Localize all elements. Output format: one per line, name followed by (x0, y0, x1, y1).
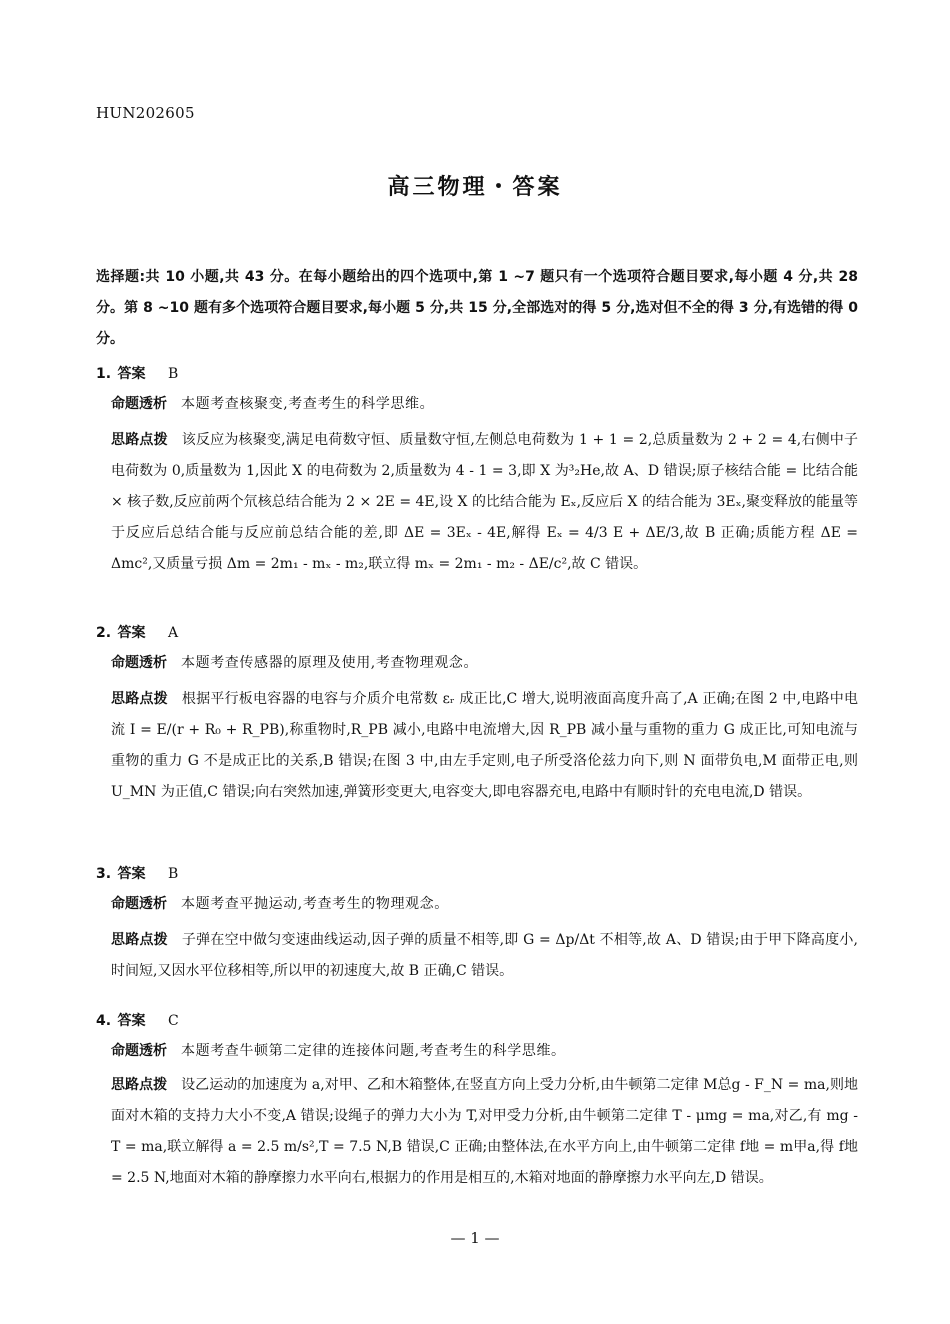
analysis-label: 思路点拨 (111, 691, 168, 707)
analysis-row (111, 684, 858, 808)
question-block-2 (96, 618, 858, 808)
analysis-row (111, 925, 858, 987)
lens-text: 本题考查传感器的原理及使用,考查物理观念。 (181, 655, 479, 671)
analysis-text: 该反应为核聚变,满足电荷数守恒、质量数守恒,左侧总电荷数为 1 + 1 = 2,总质量数为 2 + 2 = 4,右侧中子电荷数为 0,质量数为 1,因此 X 的电荷数为 2,质量数为 4 - 1 = 3,即 X 为³₂He,故 A、D 错误;原子核结合能 = 比结合能 × 核子数,反应前两个氘核总结合能为 2 × 2E = 4E,设 X 的比结合能为 Eₓ,反应后 X 的结合能为 3Eₓ,聚变释放的能量等于反应后总结合能与反应前总结合能的差,即 ΔE = 3Eₓ - 4E,解得 Eₓ = 4/3 E + ΔE/3,故 B 正确;质能方程 ΔE = Δmc²,又质量亏损 Δm = 2m₁ - mₓ - m₂,联立得 mₓ = 2m₁ - m₂ - ΔE/c²,故 C 错误。 (111, 432, 858, 572)
answer-label: 答案 (117, 866, 146, 882)
lens-text: 本题考查平抛运动,考查考生的物理观念。 (181, 896, 449, 912)
question-number: 3. (96, 866, 112, 882)
question-number: 4. (96, 1013, 112, 1029)
analysis-row (111, 425, 858, 580)
page-title: 高三物理・答案 (387, 175, 563, 200)
answer-value: B (167, 366, 179, 382)
analysis-row (111, 1070, 858, 1194)
lens-label: 命题透析 (111, 396, 167, 412)
lens-row (111, 1036, 858, 1066)
answer-label: 答案 (117, 625, 146, 641)
lens-label: 命题透析 (111, 896, 167, 912)
answer-line (96, 359, 858, 389)
answer-line (96, 859, 858, 889)
answer-value: C (167, 1013, 179, 1029)
document-code: HUN202605 (96, 104, 195, 122)
answer-line (96, 618, 858, 648)
analysis-text: 子弹在空中做匀变速曲线运动,因子弹的质量不相等,即 G = Δp/Δt 不相等,故 A、D 错误;由于甲下降高度小,时间短,又因水平位移相等,所以甲的初速度大,故 B 正确,C 错误。 (111, 932, 858, 979)
analysis-label: 思路点拨 (111, 932, 168, 948)
answer-label: 答案 (117, 1013, 146, 1029)
lens-row (111, 889, 858, 919)
analysis-text: 根据平行板电容器的电容与介质介电常数 εᵣ 成正比,C 增大,说明液面高度升高了,A 正确;在图 2 中,电路中电流 I = E/(r + R₀ + R_PB),称重物时,R_PB 减小,电路中电流增大,因 R_PB 减小量与重物的重力 G 成正比,可知电流与重物的重力 G 不是成正比的关系,B 错误;在图 3 中,由左手定则,电子所受洛伦兹力向下,则 N 面带负电,M 面带正电,则 U_MN 为正值,C 错误;向右突然加速,弹簧形变更大,电容变大,即电容器充电,电路中有顺时针的充电电流,D 错误。 (111, 691, 859, 800)
question-number: 1. (96, 366, 112, 382)
question-block-1 (96, 359, 858, 580)
lens-text: 本题考查牛顿第二定律的连接体问题,考查考生的科学思维。 (181, 1043, 566, 1059)
analysis-label: 思路点拨 (111, 1077, 168, 1093)
answer-value: A (167, 625, 179, 641)
section-intro: 选择题:共 10 小题,共 43 分。在每小题给出的四个选项中,第 1 ~7 题只有一个选项符合题目要求,每小题 4 分,共 28 分。第 8 ~10 题有多个选项符合题目要求,每小题 5 分,共 15 分,全部选对的得 5 分,选对但不全的得 3 分,有选错的得 0 分。 (96, 269, 858, 347)
question-block-4 (96, 1006, 858, 1194)
answer-value: B (167, 866, 179, 882)
lens-row (111, 648, 858, 678)
lens-row (111, 389, 858, 419)
page-number: — 1 — (450, 1229, 500, 1247)
answer-line (96, 1006, 858, 1036)
analysis-text: 设乙运动的加速度为 a,对甲、乙和木箱整体,在竖直方向上受力分析,由牛顿第二定律 M总g - F_N = ma,则地面对木箱的支持力大小不变,A 错误;设绳子的弹力大小为 T,对甲受力分析,由牛顿第二定律 T - μmg = ma,对乙,有 mg - T = ma,联立解得 a = 2.5 m/s²,T = 7.5 N,B 错误,C 正确;由整体法,在水平方向上,由牛顿第二定律 f地 = m甲a,得 f地 = 2.5 N,地面对木箱的静摩擦力水平向右,根据力的作用是相互的,木箱对地面的静摩擦力水平向左,D 错误。 (111, 1077, 858, 1186)
lens-label: 命题透析 (111, 655, 167, 671)
lens-label: 命题透析 (111, 1043, 167, 1059)
analysis-label: 思路点拨 (111, 432, 168, 448)
question-number: 2. (96, 625, 112, 641)
question-block-3 (96, 859, 858, 987)
lens-text: 本题考查核聚变,考查考生的科学思维。 (181, 396, 435, 412)
answer-label: 答案 (117, 366, 146, 382)
